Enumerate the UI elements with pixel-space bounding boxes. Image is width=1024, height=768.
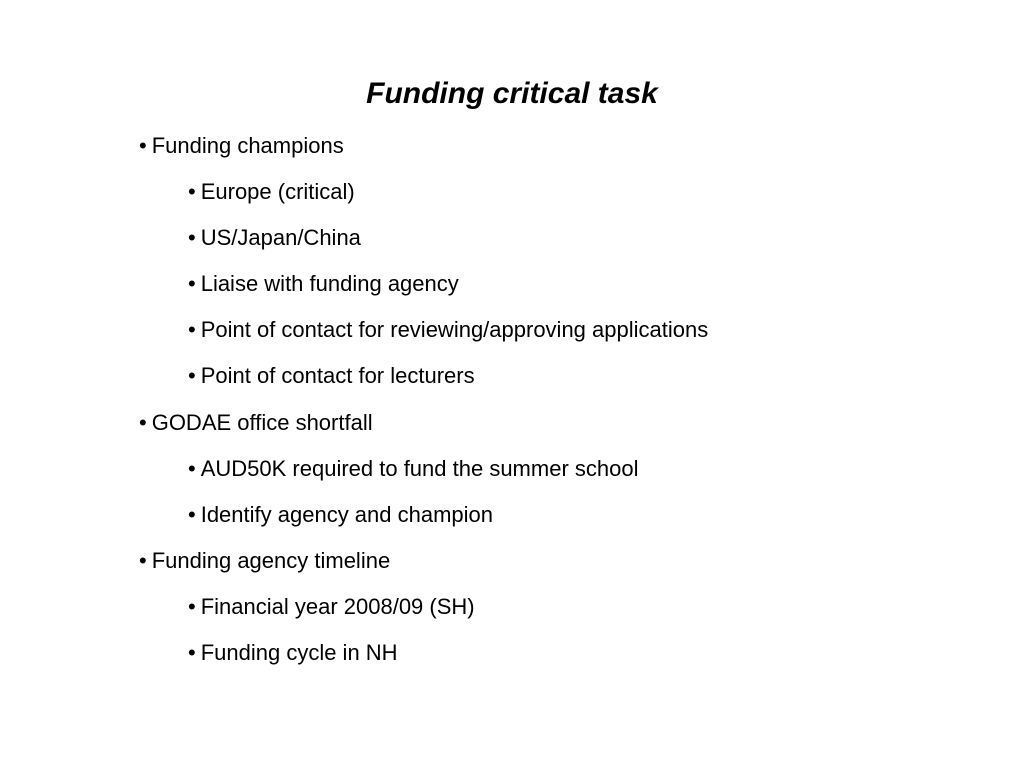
bullet-list (0, 132, 708, 685)
bullet-icon: • (188, 455, 196, 481)
bullet-text: US/Japan/China (200, 225, 361, 251)
bullet-icon: • (139, 133, 147, 158)
bullet-text: AUD50K required to fund the summer school (200, 455, 639, 481)
bullet-item (0, 132, 708, 178)
bullet-icon: • (188, 501, 196, 527)
bullet-item (0, 316, 708, 362)
bullet-item (0, 501, 708, 547)
bullet-icon: • (188, 271, 196, 297)
bullet-text: Identify agency and champion (200, 501, 494, 527)
bullet-text: Funding cycle in NH (200, 640, 398, 666)
bullet-item (0, 270, 708, 316)
bullet-text: Funding champions (151, 133, 344, 158)
bullet-item (0, 639, 708, 685)
bullet-item (0, 455, 708, 501)
bullet-item (0, 547, 708, 593)
bullet-text: Europe (critical) (200, 179, 355, 205)
bullet-item (0, 362, 708, 408)
bullet-item (0, 178, 708, 224)
bullet-icon: • (188, 363, 196, 389)
bullet-icon: • (188, 225, 196, 251)
bullet-text: Liaise with funding agency (200, 271, 459, 297)
bullet-icon: • (188, 179, 196, 205)
bullet-text: GODAE office shortfall (151, 409, 373, 435)
bullet-text: Funding agency timeline (151, 547, 391, 573)
bullet-text: Point of contact for lecturers (200, 363, 475, 389)
bullet-icon: • (139, 409, 147, 435)
bullet-item (0, 593, 708, 639)
bullet-item (0, 409, 708, 455)
bullet-icon: • (188, 593, 196, 619)
slide-title: Funding critical task (366, 77, 658, 110)
bullet-item (0, 224, 708, 270)
bullet-text: Financial year 2008/09 (SH) (200, 593, 475, 619)
bullet-icon: • (139, 547, 147, 573)
bullet-icon: • (188, 640, 196, 666)
bullet-icon: • (188, 317, 196, 343)
bullet-text: Point of contact for reviewing/approving applications (200, 317, 709, 343)
